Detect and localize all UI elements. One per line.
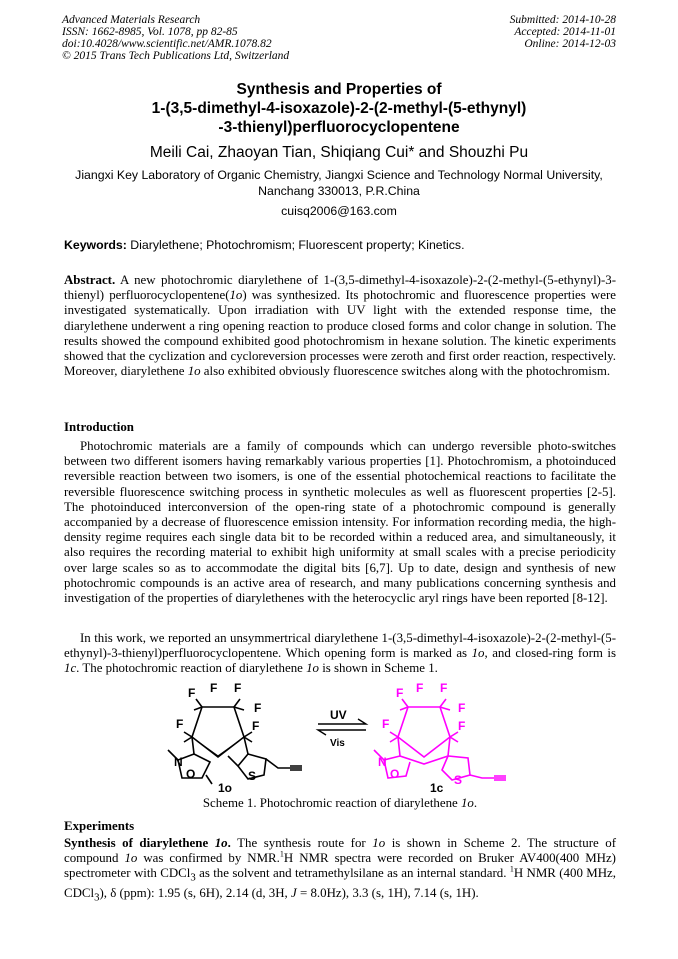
email: cuisq2006@163.com [281,204,397,218]
atom-f: F [440,681,448,695]
keywords-label: Keywords: [64,238,127,252]
experiments-heading: Experiments [64,819,135,833]
atom-f: F [188,686,196,700]
abstract-label: Abstract. [64,273,116,287]
compound-ref: 1o [471,646,485,661]
atom-f: F [458,701,466,715]
title-line: -3-thienyl)perfluorocyclopentene [218,119,460,136]
accepted-date: Accepted: 2014-11-01 [514,26,616,38]
atom-f: F [210,681,218,695]
compound-ref: 1o [124,851,138,866]
paragraph-text: was confirmed by NMR. [137,851,280,866]
title-line: Synthesis and Properties of [236,81,442,98]
dates-header [510,14,616,50]
atom-s: S [248,769,257,783]
compound-label-1o: 1o [218,781,233,795]
experiments-paragraph [64,836,616,906]
atom-f: F [176,717,184,731]
subheading-text: . [227,836,231,850]
title-line: 1-(3,5-dimethyl-4-isoxazole)-2-(2-methyl-(5-ethynyl) [151,100,527,117]
paragraph-text: In this work, we reported an unsymmertrical diarylethene 1-(3,5-dimethyl-4-isoxazole)-2-(2-methyl-(5-ethynyl)-3-thienyl)perfluorocyclopentene. Which opening form is marked as [64,631,616,661]
atom-f: F [416,681,424,695]
paragraph-text: is shown in Scheme 2. The structure of compound [64,836,616,866]
vis-label: Vis [330,738,345,749]
atom-f: F [396,686,404,700]
journal-name: Advanced Materials Research [62,14,201,26]
issn: ISSN: 1662-8985, Vol. 1078, pp 82-85 [62,26,238,38]
paragraph-text: , and closed-ring form is [484,646,617,661]
atom-f: F [254,701,262,715]
intro-paragraph-2 [64,631,616,677]
caption-text: . [473,796,478,810]
atom-o: O [186,767,196,781]
scheme-1-figure [140,672,540,796]
compound-ref: 1c [64,661,77,676]
abstract-text: also exhibited obviously fluorescence switches along with the photochromism. [200,364,611,379]
authors: Meili Cai, Zhaoyan Tian, Shiqiang Cui* and Shouzhi Pu [149,144,529,161]
uv-label: UV [330,708,347,722]
subheading-text: Synthesis of diarylethene [64,836,215,850]
paragraph-text: H NMR (400 MHz, CDCl [64,866,616,901]
abstract-text: A new photochromic diarylethene of 1-(3,5-dimethyl-4-isoxazole)-2-(2-methyl-(5-ethynyl)-3-thienyl) perfluorocyclopentene( [64,273,616,303]
superscript: 1 [279,849,284,859]
compound-ref: 1o [214,836,228,850]
keywords [64,237,616,253]
caption-text: Scheme 1. Photochromic reaction of diarylethene [202,796,461,810]
intro-paragraph-1: Photochromic materials are a family of compounds which can undergo reversible photo-switches between two different isomers having remarkably various properties [1]. Photochromism, a photoinduced reversible reaction between two isomers, is one of the essential photochemical reactions to facilitate the reversible fluorescence switching process in synthetic molecules as well as fluorescent properties [2-5]. The photoinduced interconversion of the open-ring state of a photochromic compound is generally accompanied by a decrease of fluorescence emission intensity. For information recording media, the high-density regime requires each single data bit to be recorded within a reduced area, and simultaneously, it also requires the recording material to exhibit high uniformity at small scales with a precise periodicity over large scales so as to accommodate the digital bits [6,7]. Up to date, design and synthesis of new photochromic compounds is an active area of research, and many publications concerning synthesis and investigation of the properties of diarylethenes with the heterocyclic aryl rings have been reported [8-12]. [64,439,616,606]
introduction-heading: Introduction [64,420,134,434]
keywords-text: Diarylethene; Photochromism; Fluorescent property; Kinetics. [126,238,465,252]
paragraph-text: is shown in Scheme 1. [318,661,438,676]
paragraph-text: as the solvent and tetramethylsilane as an internal standard. [195,866,510,881]
superscript: 1 [509,865,514,875]
scheme-caption [64,796,616,811]
coupling-constant: J [291,886,297,901]
atom-o: O [390,767,400,781]
paper-title [62,80,616,137]
subsection-heading [64,836,231,850]
copyright: © 2015 Trans Tech Publications Ltd, Switzerland [62,50,290,62]
paragraph-text: H NMR spectra were recorded on Bruker AV400(400 MHz) spectrometer with CDCl [64,851,616,881]
affiliation: Jiangxi Key Laboratory of Organic Chemistry, Jiangxi Science and Technology Normal University, Nanchang 330013, P.R.China [75,168,603,198]
open-form-labels [174,681,261,795]
abstract-text: ) was synthesized. Its photochromic and fluorescence properties were investigated systematically. Upon irradiation with UV light with the extended response time, the diarylethene underwent a ring opening reaction to produce closed forms and color change in solution. The results showed the compound exhibited good photochromism in hexane solution. The kinetic experiments showed that the cyclization and cycloreversion processes were zeroth and first order reaction, respectively. Moreover, diarylethene [64,288,616,379]
submitted-date: Submitted: 2014-10-28 [509,14,616,26]
subscript: 3 [190,871,196,884]
paragraph-text: = 8.0Hz), 3.3 (s, 1H), 7.14 (s, 1H). [296,886,479,901]
atom-n: N [174,755,183,769]
paragraph-text: . The photochromic reaction of diarylethene [76,661,307,676]
atom-f: F [252,719,260,733]
compound-label-1c: 1c [430,781,444,795]
atom-s: S [454,773,463,787]
atom-f: F [458,719,466,733]
journal-header [62,14,289,62]
paragraph-text: ), δ (ppm): 1.95 (s, 6H), 2.14 (d, 3H, [99,886,292,901]
compound-ref: 1o [372,836,386,850]
compound-ref: 1o [187,364,201,379]
subscript: 3 [94,891,100,904]
abstract [64,273,616,379]
atom-f: F [234,681,242,695]
paragraph-text: The synthesis route for [230,836,373,850]
doi: doi:10.4028/www.scientific.net/AMR.1078.82 [62,38,272,50]
atom-f: F [382,717,390,731]
online-date: Online: 2014-12-03 [524,38,616,50]
compound-ref: 1o [229,288,243,303]
compound-ref: 1o [460,796,474,810]
atom-n: N [378,755,387,769]
compound-ref: 1o [306,661,319,676]
